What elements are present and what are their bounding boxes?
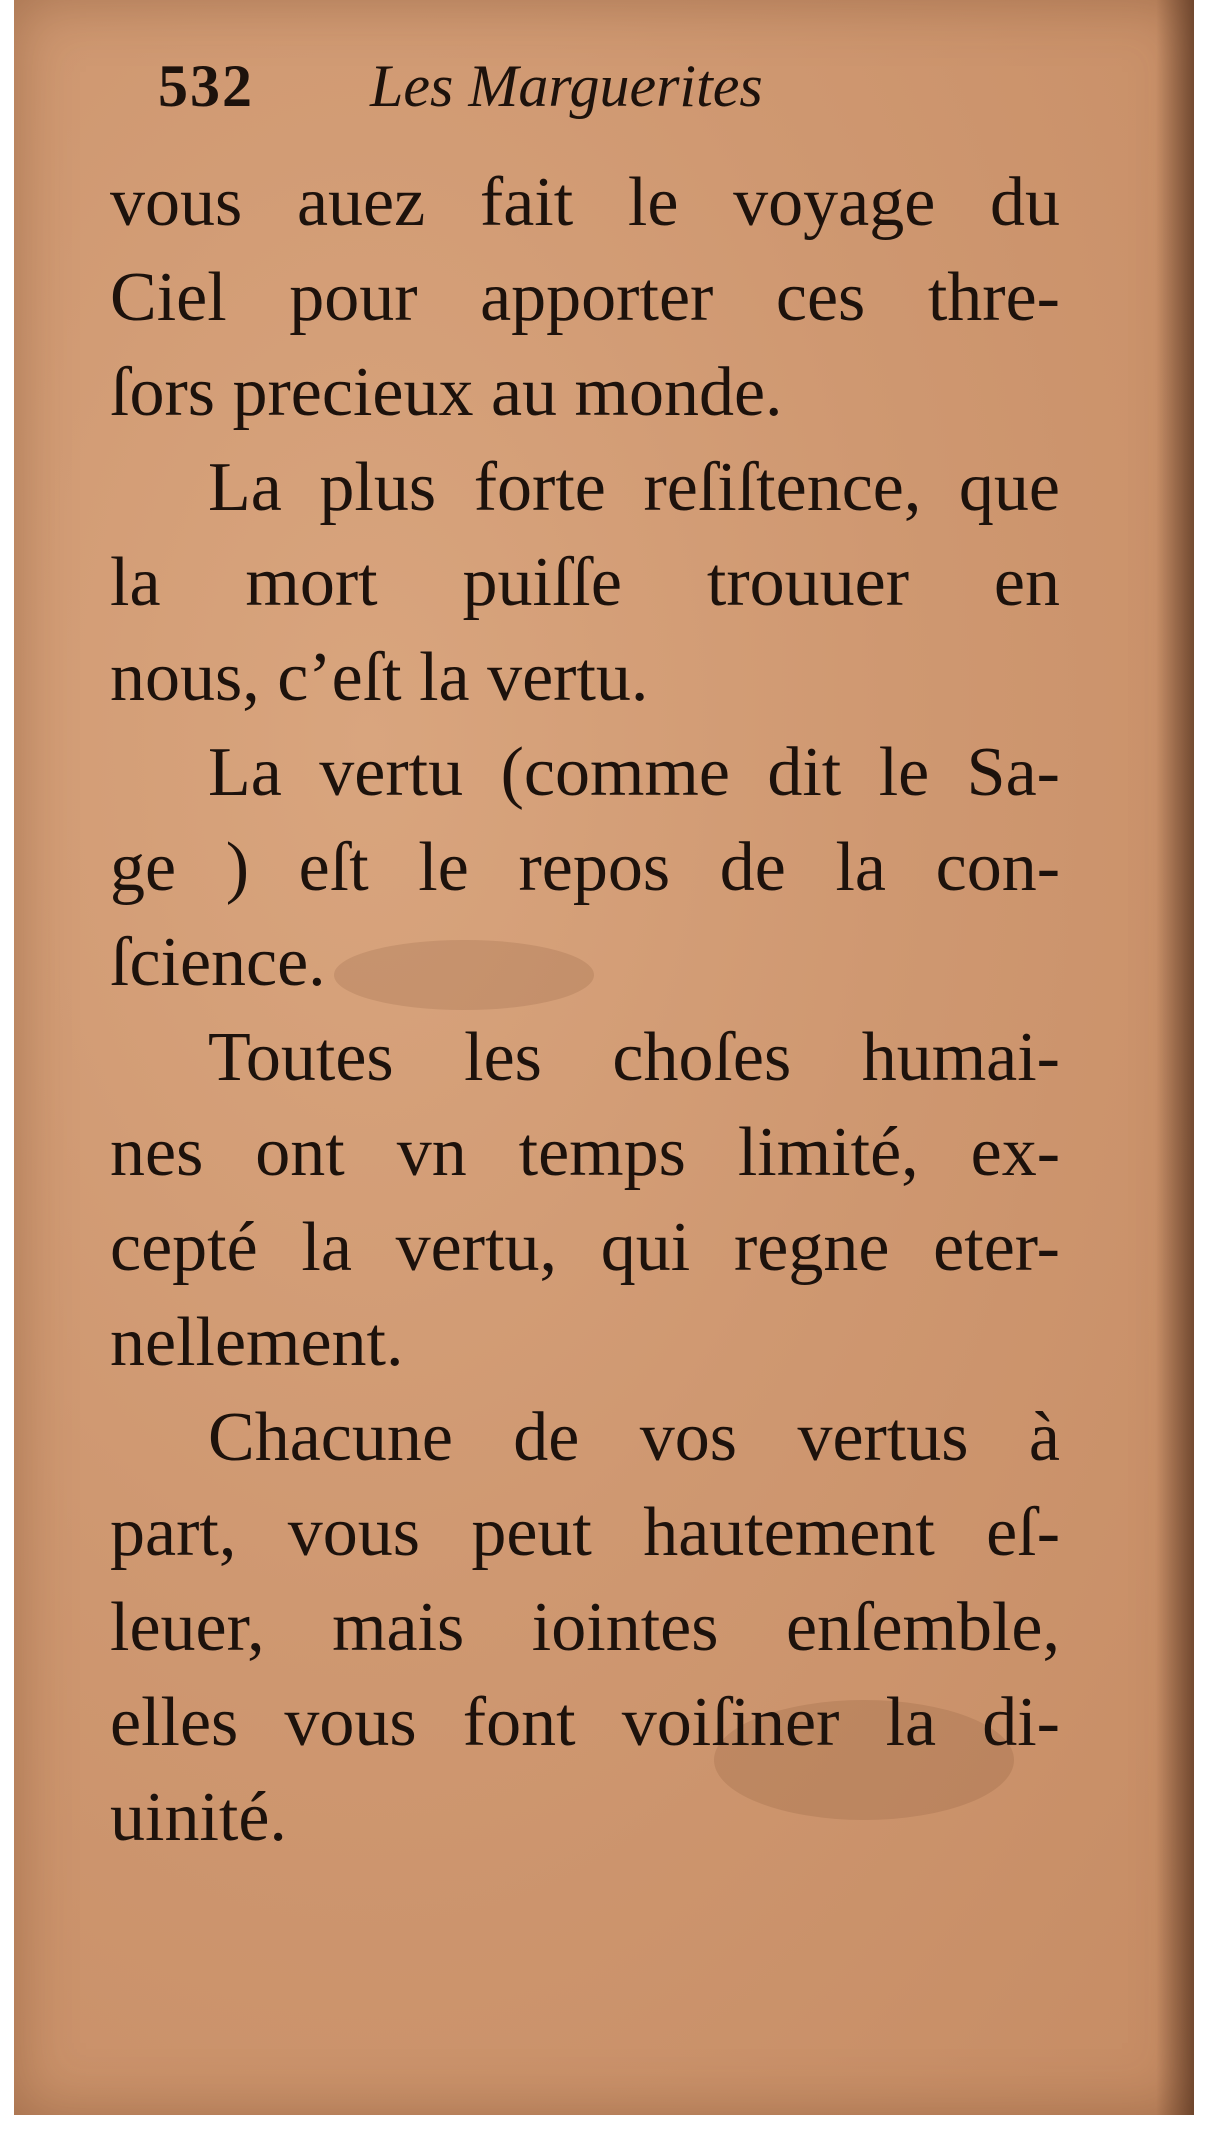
text-line: leuer, mais iointes enſemble,: [110, 1589, 1060, 1666]
text-line: nellement.: [110, 1304, 404, 1381]
running-title: Les Marguerites: [370, 53, 763, 119]
book-page: [14, 0, 1194, 2115]
text-line: ge ) eſt le repos de la con-: [110, 829, 1060, 906]
page-number: 532: [158, 53, 254, 119]
paragraph-start-line: Toutes les choſes humai-: [208, 1019, 1060, 1096]
page-header: [110, 52, 1060, 152]
paragraph-start-line: La vertu (comme dit le Sa-: [208, 734, 1060, 811]
text-line: ſors precieux au monde.: [110, 354, 783, 431]
text-line: uinité.: [110, 1779, 287, 1856]
text-line: nous, c’eſt la vertu.: [110, 639, 649, 716]
text-line: cepté la vertu, qui regne eter-: [110, 1209, 1060, 1286]
paragraph-start-line: Chacune de vos vertus à: [208, 1399, 1060, 1476]
text-line: la mort puiſſe trouuer en: [110, 544, 1060, 621]
text-line: ſcience.: [110, 924, 326, 1001]
text-line: nes ont vn temps limité, ex-: [110, 1114, 1060, 1191]
text-line: vous auez fait le voyage du: [110, 164, 1060, 241]
text-line: part, vous peut hautement eſ-: [110, 1494, 1060, 1571]
paragraph-start-line: La plus forte reſiſtence, que: [208, 449, 1060, 526]
text-line: elles vous font voiſiner la di-: [110, 1684, 1060, 1761]
text-line: Ciel pour apporter ces thre-: [110, 259, 1060, 336]
